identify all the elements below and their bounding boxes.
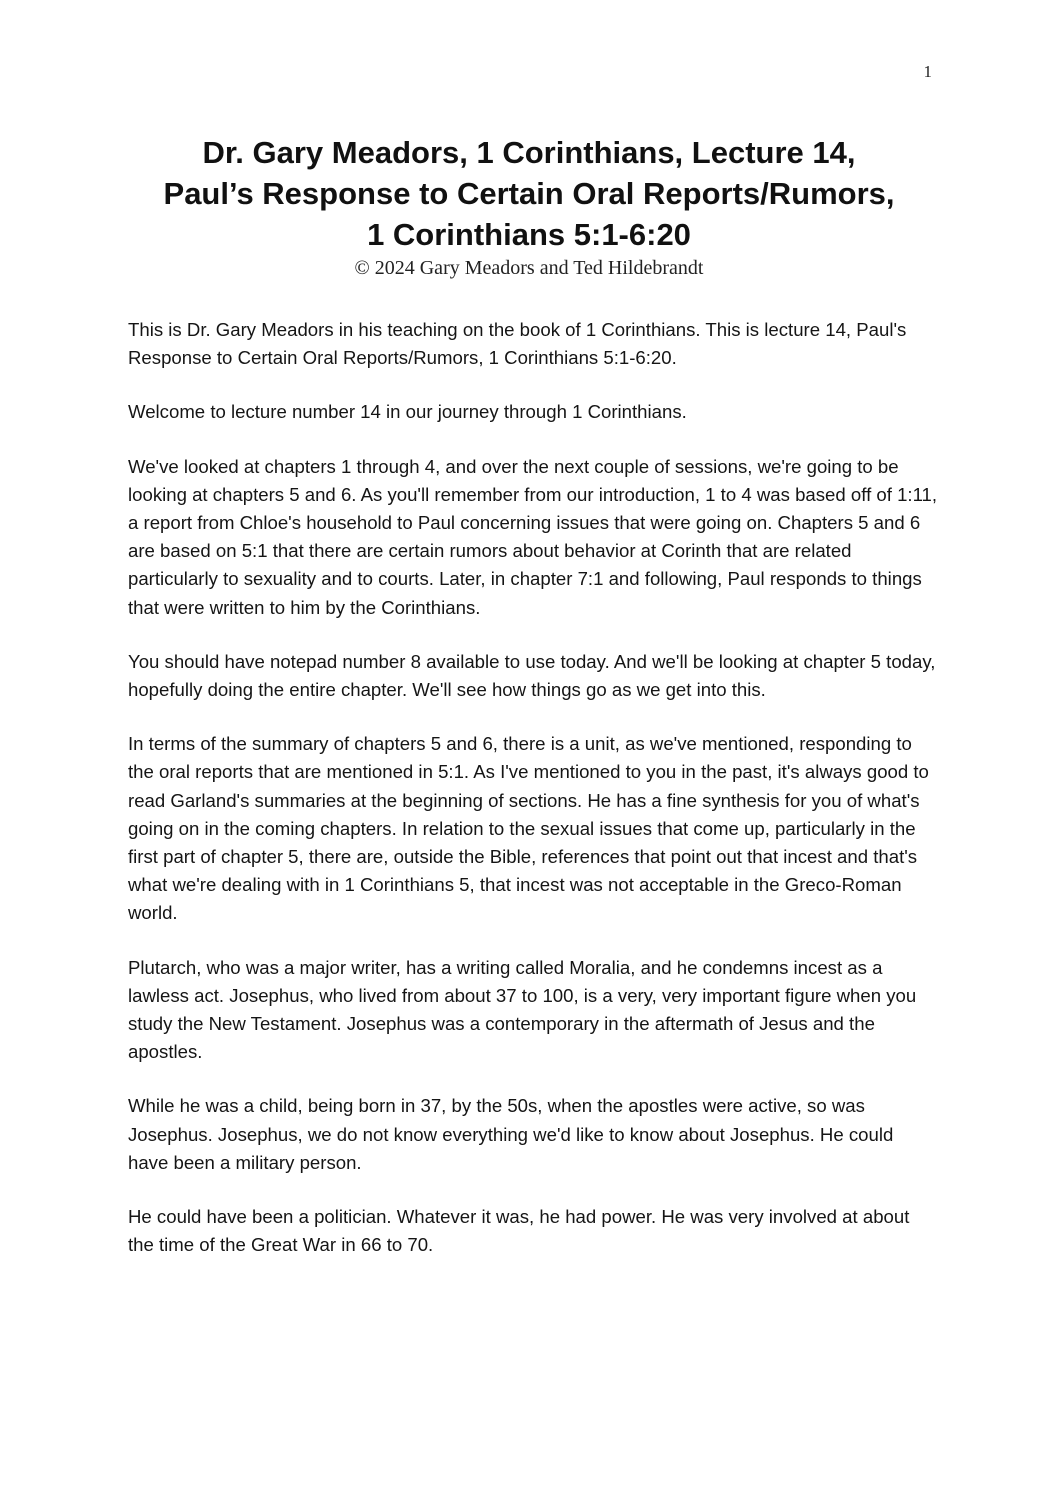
paragraph-6: Plutarch, who was a major writer, has a writing called Moralia, and he condemns incest as a lawless act. Josephus, who lived from about 37 to 100, is a very, very important figure when you study the New Testament. Josephus was a contemporary in the aftermath of Jesus and the apostles. — [128, 956, 917, 1063]
title-line-3: 1 Corinthians 5:1-6:20 — [367, 217, 691, 252]
paragraph-4: You should have notepad number 8 available to use today. And we'll be looking at chapter 5 today, hopefully doing the entire chapter. We'll see how things go as we get into this. — [128, 650, 936, 701]
title-line-1: Dr. Gary Meadors, 1 Corinthians, Lecture 14, — [202, 135, 856, 170]
paragraph-3: We've looked at chapters 1 through 4, and over the next couple of sessions, we're going to be looking at chapters 5 and 6. As you'll remember from our introduction, 1 to 4 was based off of 1:11, a report from Chloe's household to Paul concerning issues that were going on. Chapters 5 and 6 are based on 5:1 that there are certain rumors about behavior at Corinth that are related particularly to sexuality and to courts. Later, in chapter 7:1 and following, Paul responds to things that were written to him by the Corinthians. — [128, 455, 938, 618]
title-line-2: Paul’s Response to Certain Oral Reports/Rumors, — [163, 176, 895, 211]
paragraph-5: In terms of the summary of chapters 5 and 6, there is a unit, as we've mentioned, responding to the oral reports that are mentioned in 5:1. As I've mentioned to you in the past, it's always good to read Garland's summaries at the beginning of sections. He has a fine synthesis for you of what's going on in the coming chapters. In relation to the sexual issues that come up, particularly in the first part of chapter 5, there are, outside the Bible, references that point out that incest and that's what we're dealing with in 1 Corinthians 5, that incest was not acceptable in the Greco-Roman world. — [128, 733, 929, 924]
body-text — [128, 316, 938, 1285]
paragraph-8: He could have been a politician. Whatever it was, he had power. He was very involved at about the time of the Great War in 66 to 70. — [128, 1206, 910, 1256]
copyright-line: © 2024 Gary Meadors and Ted Hildebrandt — [354, 257, 704, 279]
paragraph-1: This is Dr. Gary Meadors in his teaching on the book of 1 Corinthians. This is lecture 14, Paul's Response to Certain Oral Reports/Rumors, 1 Corinthians 5:1-6:20. — [128, 319, 907, 369]
paragraph-2: Welcome to lecture number 14 in our journey through 1 Corinthians. — [128, 401, 687, 423]
page-number: 1 — [923, 62, 932, 81]
paragraph-7: While he was a child, being born in 37, by the 50s, when the apostles were active, so was Josephus. Josephus, we do not know everything we'd like to know about Josephus. He could have been a military person. — [128, 1095, 894, 1173]
title-block — [100, 132, 958, 281]
